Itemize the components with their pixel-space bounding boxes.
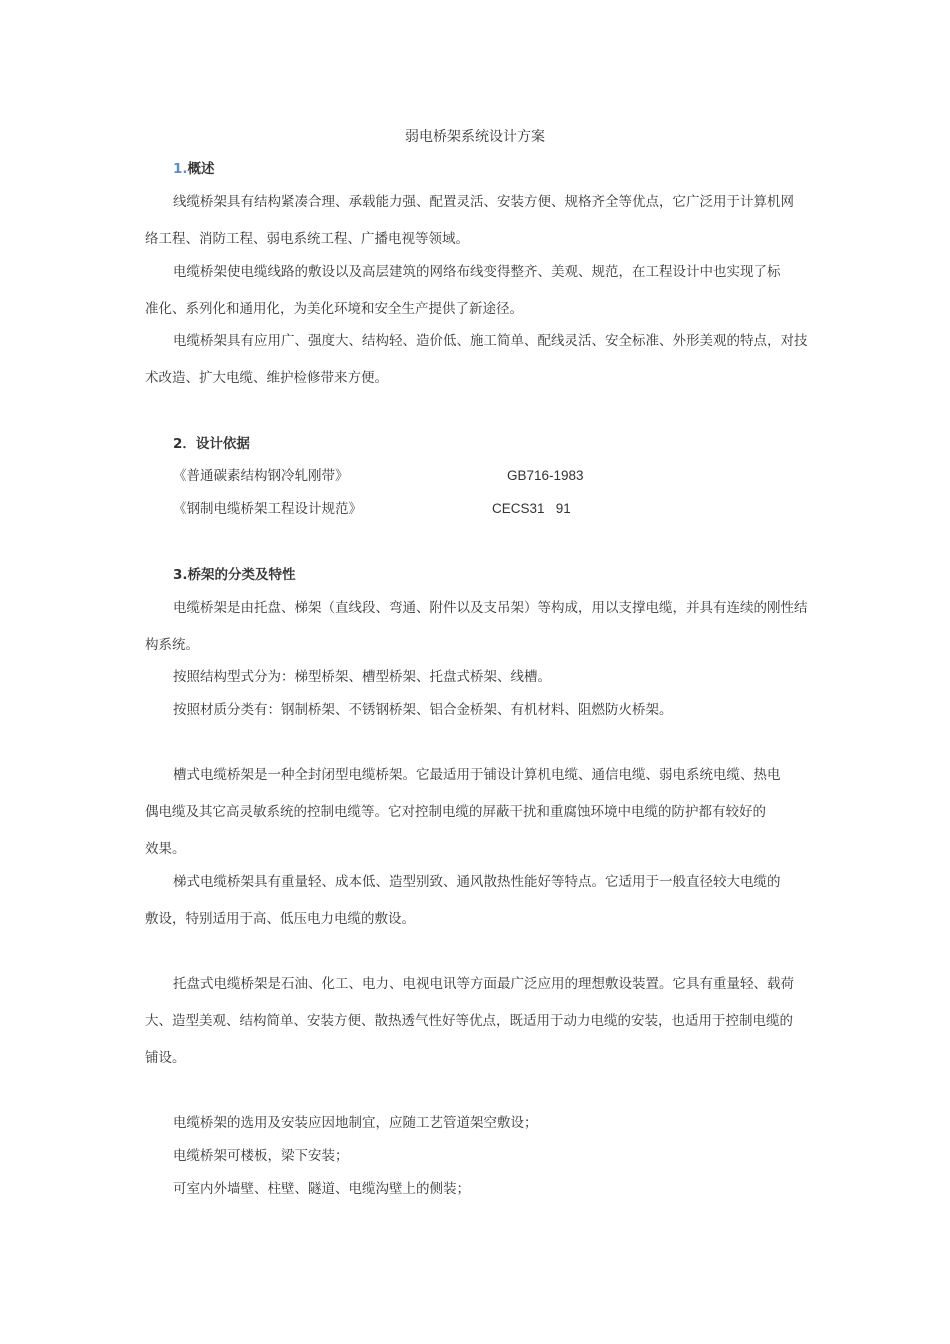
paragraph-line: 槽式电缆桥架是一种全封闭型电缆桥架。它最适用于铺设计算机电缆、通信电缆、弱电系统电缆、热电 <box>173 767 781 783</box>
paragraph-line: 电缆桥架使电缆线路的敷设以及高层建筑的网络布线变得整齐、美观、规范，在工程设计中也实现了标 <box>173 264 781 280</box>
paragraph-line: 梯式电缆桥架具有重量轻、成本低、造型别致、通风散热性能好等特点。它适用于一般直径较大电缆的 <box>173 874 781 890</box>
paragraph-line: 按照材质分类有：钢制桥架、不锈钢桥架、铝合金桥架、有机材料、阻燃防火桥架。 <box>173 702 673 718</box>
reference-name: 《钢制电缆桥架工程设计规范》 <box>173 501 362 517</box>
paragraph-line: 敷设，特别适用于高、低压电力电缆的敷设。 <box>145 911 415 927</box>
section-2-heading: 2．设计依据 <box>173 436 250 452</box>
paragraph-line: 可室内外墙壁、柱壁、隧道、电缆沟壁上的侧装； <box>173 1181 470 1197</box>
paragraph-line: 电缆桥架可楼板，梁下安装； <box>173 1148 349 1164</box>
section-3-heading: 3.桥架的分类及特性 <box>173 567 296 583</box>
section-1-number: 1. <box>173 161 188 177</box>
paragraph-line: 按照结构型式分为：梯型桥架、槽型桥架、托盘式桥架、线槽。 <box>173 669 551 685</box>
paragraph-line: 托盘式电缆桥架是石油、化工、电力、电视电讯等方面最广泛应用的理想敷设装置。它具有重量轻、载荷 <box>173 976 794 992</box>
paragraph-line: 电缆桥架具有应用广、强度大、结构轻、造价低、施工简单、配线灵活、安全标准、外形美观的特点，对技 <box>173 333 808 349</box>
paragraph-line: 大、造型美观、结构简单、安装方便、散热透气性好等优点，既适用于动力电缆的安装，也适用于控制电缆的 <box>145 1013 793 1029</box>
reference-name: 《普通碳素结构钢冷轧刚带》 <box>173 468 349 484</box>
paragraph-line: 准化、系列化和通用化，为美化环境和安全生产提供了新途径。 <box>145 301 523 317</box>
paragraph-line: 络工程、消防工程、弱电系统工程、广播电视等领域。 <box>145 231 469 247</box>
section-1-heading <box>173 160 215 178</box>
paragraph-line: 线缆桥架具有结构紧凑合理、承载能力强、配置灵活、安装方便、规格齐全等优点，它广泛用于计算机网 <box>173 194 794 210</box>
paragraph-line: 偶电缆及其它高灵敏系统的控制电缆等。它对控制电缆的屏蔽干扰和重腐蚀环境中电缆的防护都有较好的 <box>145 804 766 820</box>
paragraph-line: 术改造、扩大电缆、维护检修带来方便。 <box>145 370 388 386</box>
document-title: 弱电桥架系统设计方案 <box>405 129 545 145</box>
paragraph-line: 效果。 <box>145 841 186 857</box>
paragraph-line: 电缆桥架的选用及安装应因地制宜，应随工艺管道架空敷设； <box>173 1115 538 1131</box>
paragraph-line: 电缆桥架是由托盘、梯架（直线段、弯通、附件以及支吊架）等构成，用以支撑电缆，并具有连续的刚性结 <box>173 600 808 616</box>
section-1-title: 概述 <box>187 161 215 177</box>
reference-code: GB716-1983 <box>507 468 584 483</box>
reference-code: CECS31 91 <box>492 501 571 516</box>
paragraph-line: 构系统。 <box>145 637 199 653</box>
paragraph-line: 铺设。 <box>145 1050 186 1066</box>
